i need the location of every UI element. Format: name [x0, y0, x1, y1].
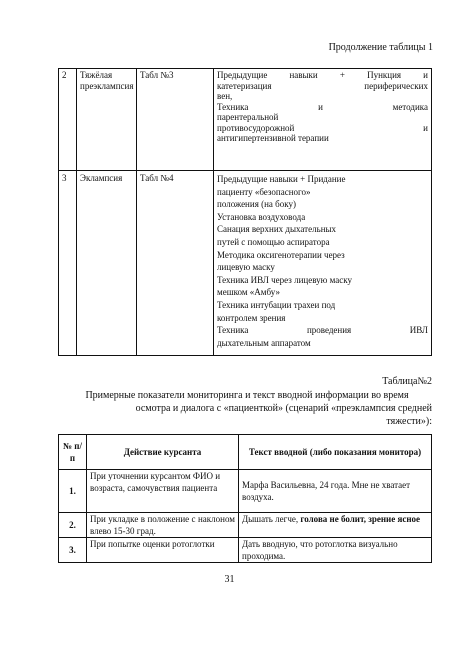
header-text: Текст вводной (либо показания монитора) [239, 435, 432, 470]
skills-line: дыхательным аппаратом [217, 337, 311, 348]
skills-cell [214, 171, 432, 356]
skills-line: антигипертензивной терапии [217, 133, 329, 143]
table-row [59, 171, 432, 356]
skills-line: катетеризация периферических [217, 80, 428, 91]
skills-line: путей с помощью аспиратора [217, 236, 330, 247]
row-number: 3 [59, 171, 77, 356]
action-cell: При укладке в положение с наклоном влево 15-30 град. [87, 513, 239, 538]
skills-line: Предыдущие навыки + Придание [217, 174, 346, 184]
table-row [59, 538, 432, 563]
skills-line: парентеральной [217, 112, 279, 122]
skills-line: вен, [217, 91, 233, 101]
skills-line: Методика оксигенотерапии через [217, 249, 345, 260]
row-number: 2. [59, 513, 87, 538]
monitoring-table [58, 434, 432, 563]
table-row [59, 513, 432, 538]
header-action: Действие курсанта [87, 435, 239, 470]
skills-line: противосудорожной и [217, 122, 428, 133]
scenario-name: Тяжёлая преэклампсия [77, 69, 137, 171]
text-cell: Дать вводную, что ротоглотка визуально проходима. [239, 538, 432, 563]
skills-line: Техника проведения ИВЛ [217, 325, 428, 336]
skills-line: Санация верхних дыхательных [217, 224, 337, 235]
skills-line: Техника и методика [217, 101, 428, 112]
text-plain: Дышать легче, [242, 514, 301, 524]
text-cell [239, 513, 432, 538]
action-cell: При уточнении курсантом ФИО и возраста, самочувствия пациента [87, 470, 239, 513]
scenario-name: Эклампсия [77, 171, 137, 356]
table-title [62, 389, 432, 428]
continuation-label: Продолжение таблицы 1 [328, 42, 433, 53]
header-num: № п/п [59, 435, 87, 470]
skills-line: мешком «Амбу» [217, 287, 280, 298]
table-reference: Табл №3 [137, 69, 214, 171]
text-bold: голова не болит, зрение ясное [300, 514, 421, 524]
table-title-line: тяжести»): [386, 416, 432, 427]
skills-line: пациенту «безопасного» [217, 186, 311, 197]
table-title-line: Примерные показатели мониторинга и текст вводной информации во время [85, 390, 409, 401]
skills-line: Предыдущие навыки + Пункция и [217, 70, 428, 80]
table-row [59, 69, 432, 171]
row-number: 3. [59, 538, 87, 563]
skills-line: Установка воздуховода [217, 211, 306, 222]
row-number: 1. [59, 470, 87, 513]
table-title-line: осмотра и диалога с «пациенткой» (сценарий «преэклампсия средней [135, 403, 432, 414]
action-cell: При попытке оценки ротоглотки [87, 538, 239, 563]
table-label: Таблица№2 [382, 376, 432, 387]
skills-line: положения (на боку) [217, 199, 296, 210]
table-row [59, 470, 432, 513]
text-cell: Марфа Васильевна, 24 года. Мне не хватает воздуха. [239, 470, 432, 513]
skills-table [58, 68, 432, 356]
table-header-row [59, 435, 432, 470]
page-number: 31 [224, 574, 235, 585]
skills-line: лицевую маску [217, 262, 275, 273]
skills-line: Техника ИВЛ через лицевую маску [217, 274, 352, 285]
table-reference: Табл №4 [137, 171, 214, 356]
skills-line: контролем зрения [217, 312, 286, 323]
skills-cell [214, 69, 432, 171]
skills-line: Техника интубации трахеи под [217, 299, 336, 310]
row-number: 2 [59, 69, 77, 171]
